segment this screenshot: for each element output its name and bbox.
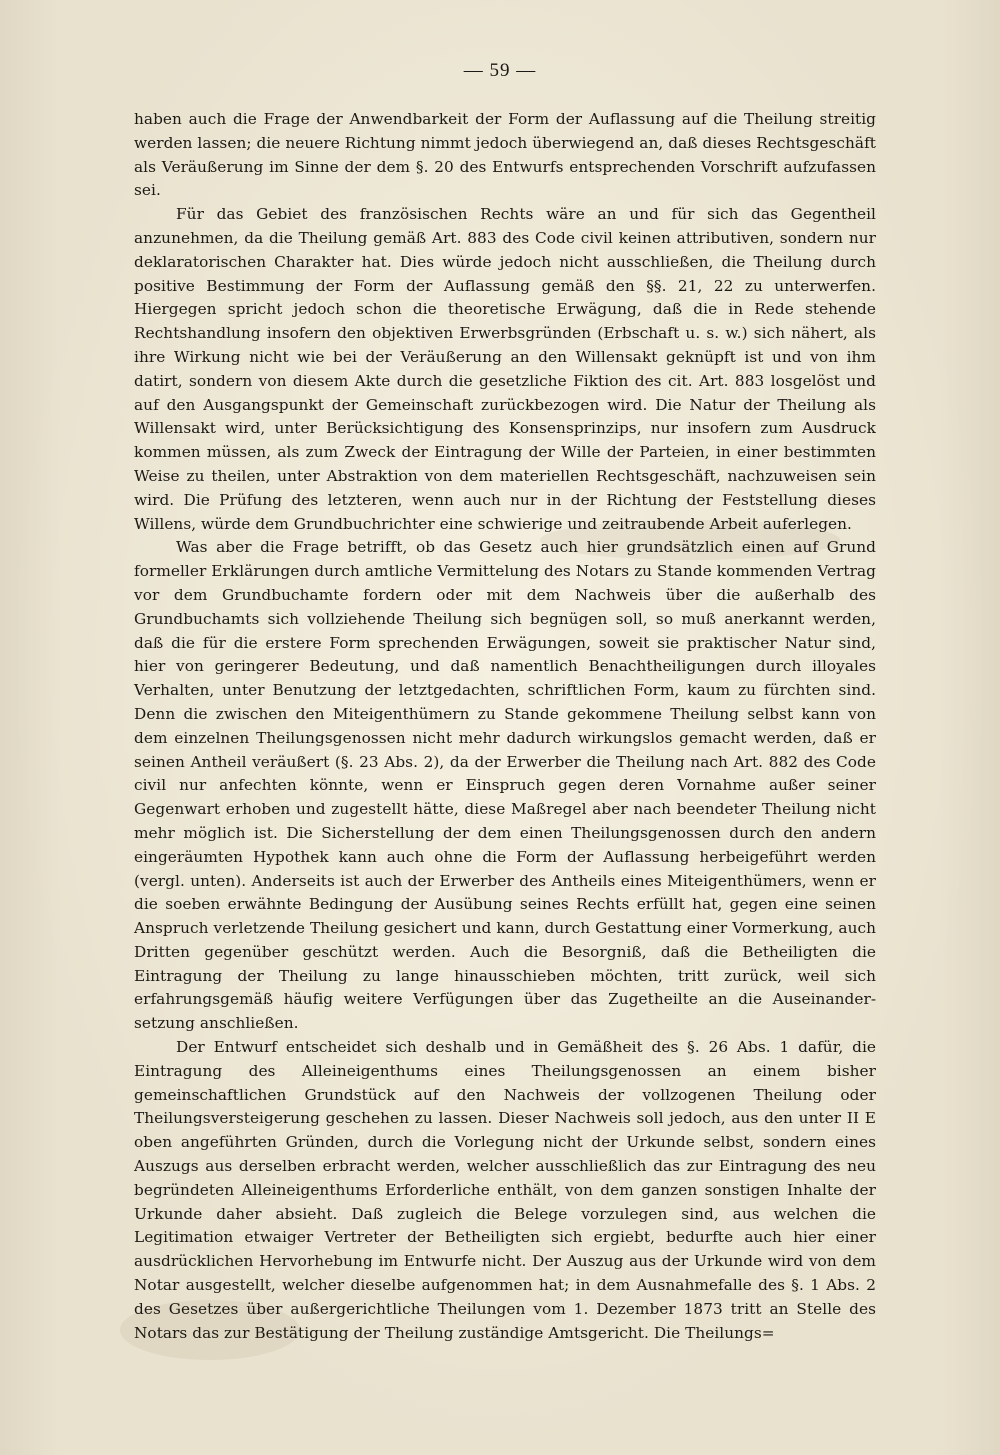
paragraph-4: Der Entwurf entscheidet sich deshalb und in Gemäßheit des §. 26 Abs. 1 dafür, die Eintragung des Alleineigenthums eines Theilungsgenossen an einem bisher gemeinschaftlichen Grundstück auf den Nachweis der vollzogenen Theilung oder Theilungsversteigerung geschehen zu lassen. Dieser Nachweis soll jedoch, aus den unter II E oben angeführten Gründen, durch die Vorlegung nicht der Urkunde selbst, sondern eines Auszugs aus derselben erbracht werden, welcher ausschließlich das zur Eintragung des neu begründeten Alleineigenthums Erforderliche enthält, von dem ganzen sonstigen Inhalte der Urkunde daher absieht. Daß zugleich die Belege vorzulegen sind, aus welchen die Legitimation etwaiger Vertreter der Betheiligten sich ergiebt, bedurfte auch hier einer ausdrücklichen Hervorhebung im Entwurfe nicht. Der Auszug aus der Urkunde wird von dem Notar ausgestellt, welcher dieselbe aufgenommen hat; in dem Ausnahmefalle des §. 1 Abs. 2 des Gesetzes über außergerichtliche Theilungen vom 1. Dezember 1873 tritt an Stelle des Notars das zur Bestätigung der Theilung zuständige Amtsgericht. Die Theilungs= <box>134 1038 876 1342</box>
page-number: — 59 — <box>463 60 537 81</box>
paragraph-3: Was aber die Frage betrifft, ob das Gesetz auch hier grundsätzlich einen auf Grund formeller Erklärungen durch amtliche Vermittelung des Notars zu Stande kommenden Vertrag vor dem Grundbuchamte fordern oder mit dem Nachweis über die außerhalb des Grundbuchamts sich vollziehende Theilung sich begnügen soll, so muß anerkannt werden, daß die für die erstere Form sprechenden Erwägungen, soweit sie praktischer Natur sind, hier von geringerer Bedeutung, und daß namentlich Benachtheiligungen durch illoyales Verhalten, unter Benutzung der letztgedachten, schriftlichen Form, kaum zu fürchten sind. Denn die zwischen den Miteigenthümern zu Stande gekommene Theilung selbst kann von dem einzelnen Theilungsgenossen nicht mehr dadurch wirkungslos gemacht werden, daß er seinen Antheil veräußert (§. 23 Abs. 2), da der Erwerber die Theilung nach Art. 882 des Code civil nur anfechten könnte, wenn er Einspruch gegen deren Vornahme außer seiner Gegenwart erhoben und zugestellt hätte, diese Maßregel aber nach beendeter Theilung nicht mehr möglich ist. Die Sicherstellung der dem einen Theilungsgenossen durch den andern eingeräumten Hypothek kann auch ohne die Form der Auflassung herbeigeführt werden (vergl. unten). Anderseits ist auch der Erwerber des Antheils eines Miteigenthümers, wenn er die soeben erwähnte Bedingung der Ausübung seines Rechts erfüllt hat, gegen eine seinen Anspruch verletzende Theilung gesichert und kann, durch Gestattung einer Vormerkung, auch Dritten gegenüber geschützt werden. Auch die Besorgniß, daß die Betheiligten die Eintragung der Theilung zu lange hinausschieben möchten, tritt zurück, weil sich erfahrungsgemäß häufig weitere Verfügungen über das Zugetheilte an die Auseinandersetzung anschließen. <box>134 538 876 1033</box>
body-text <box>134 108 876 1345</box>
paragraph-2: Für das Gebiet des französischen Rechts wäre an und für sich das Gegentheil anzunehmen, da die Theilung gemäß Art. 883 des Code civil keinen attributiven, sondern nur deklaratorischen Charakter hat. Dies würde jedoch nicht ausschließen, die Theilung durch positive Bestimmung der Form der Auflassung gemäß den §§. 21, 22 zu unterwerfen. Hiergegen spricht jedoch schon die theoretische Erwägung, daß die in Rede stehende Rechtshandlung insofern den objektiven Erwerbsgründen (Erbschaft u. s. w.) sich nähert, als ihre Wirkung nicht wie bei der Veräußerung an den Willensakt geknüpft ist und von ihm datirt, sondern von diesem Akte durch die gesetzliche Fiktion des cit. Art. 883 losgelöst und auf den Ausgangspunkt der Gemeinschaft zurückbezogen wird. Die Natur der Theilung als Willensakt wird, unter Berücksichtigung des Konsensprinzips, nur insofern zum Ausdruck kommen müssen, als zum Zweck der Eintragung der Wille der Parteien, in einer bestimmten Weise zu theilen, unter Abstraktion von dem materiellen Rechtsgeschäft, nachzuweisen sein wird. Die Prüfung des letzteren, wenn auch nur in der Richtung der Feststellung dieses Willens, würde dem Grundbuchrichter eine schwierige und zeitraubende Arbeit auferlegen. <box>134 205 876 533</box>
paragraph-1: haben auch die Frage der Anwendbarkeit der Form der Auflassung auf die Theilung streitig werden lassen; die neuere Richtung nimmt jedoch überwiegend an, daß dieses Rechtsgeschäft als Veräußerung im Sinne der dem §. 20 des Entwurfs entsprechenden Vorschrift aufzufassen sei. <box>134 110 876 200</box>
